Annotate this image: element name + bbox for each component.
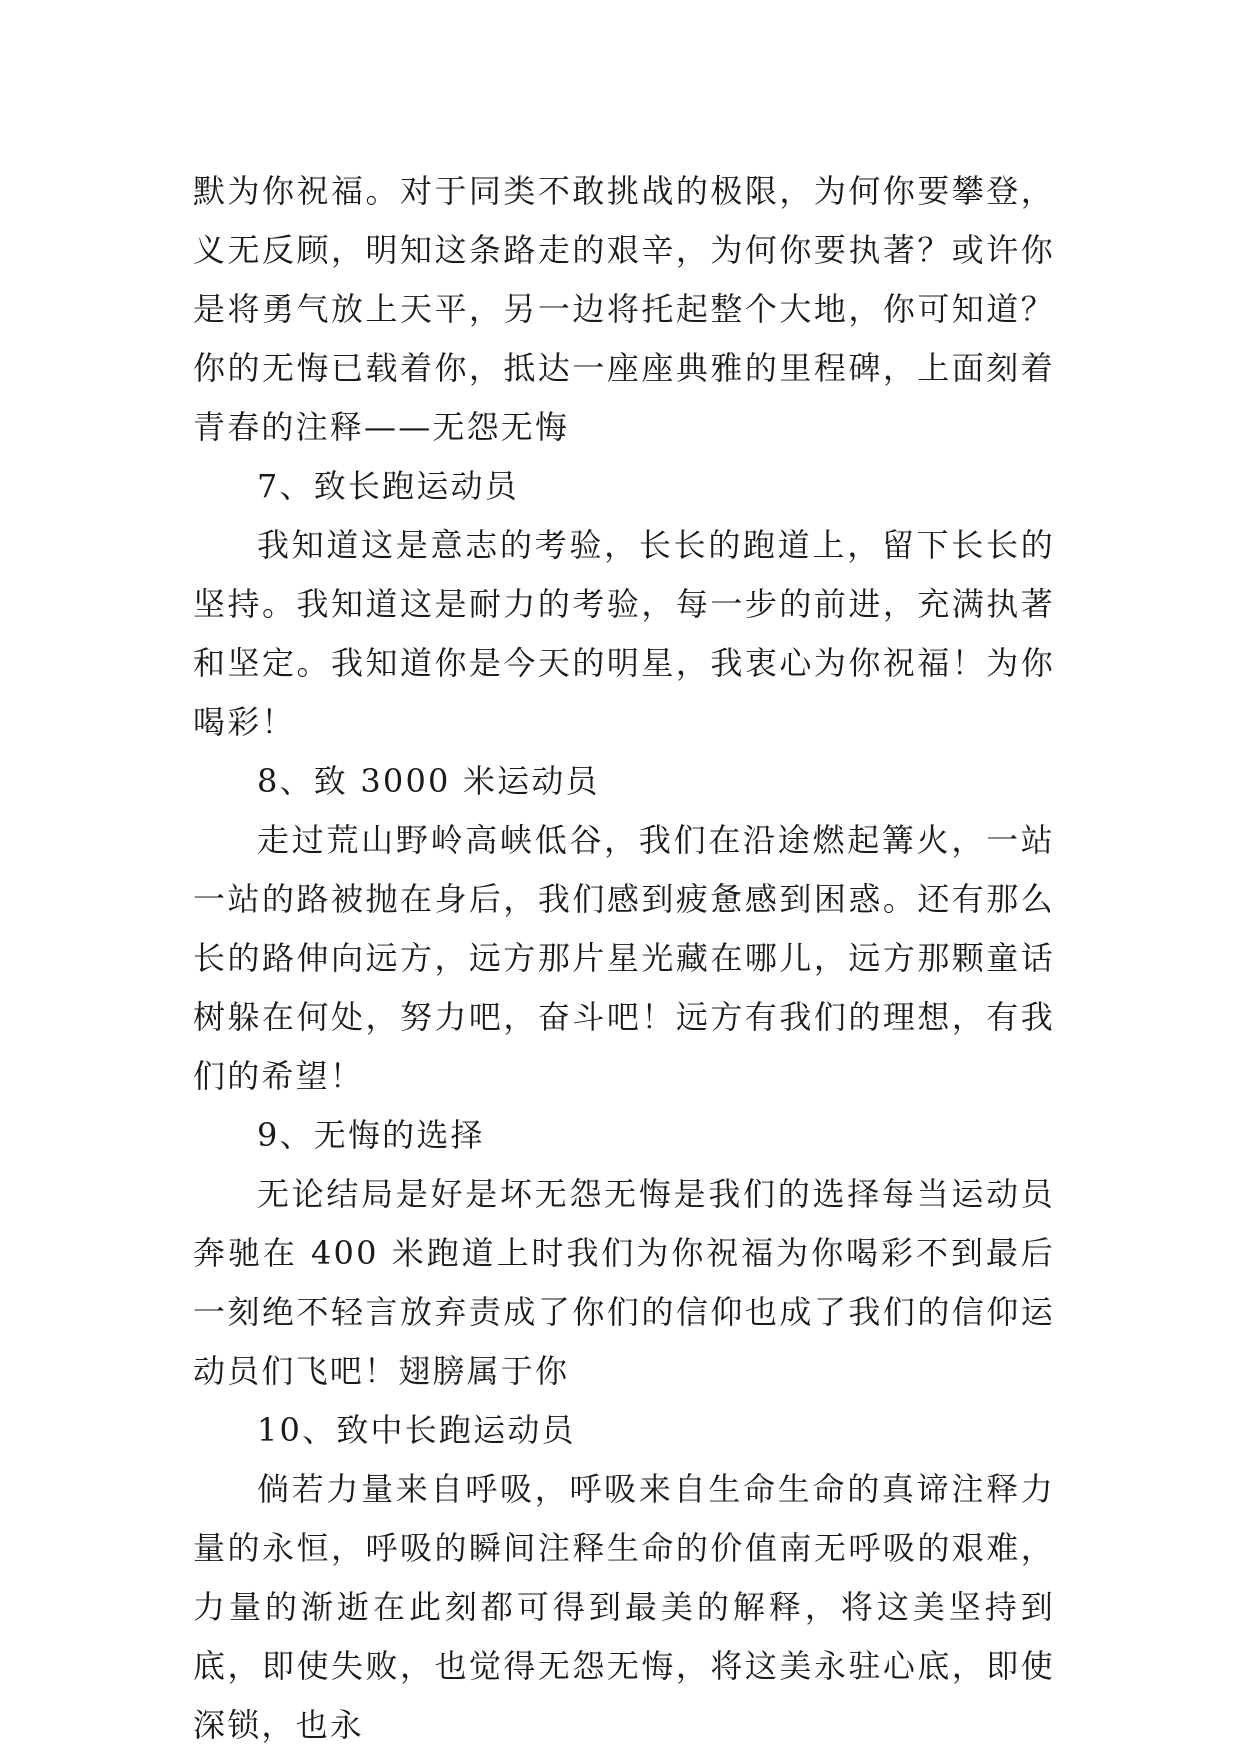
section-heading-10: 10、致中长跑运动员	[257, 1411, 576, 1449]
section-heading-9: 9、无悔的选择	[257, 1116, 485, 1154]
paragraph-continuation: 默为你祝福。对于同类不敢挑战的极限，为何你要攀登，义无反顾，明知这条路走的艰辛，为何你要执著？或许你是将勇气放上天平，另一边将托起整个大地，你可知道？你的无悔已载着你，抵达一座座典雅的里程碑，上面刻着青春的注释——无怨无悔	[193, 172, 1055, 446]
paragraph-7: 我知道这是意志的考验，长长的跑道上，留下长长的坚持。我知道这是耐力的考验，每一步的前进，充满执著和坚定。我知道你是今天的明星，我衷心为你祝福！为你喝彩！	[193, 526, 1055, 741]
paragraph-9: 无论结局是好是坏无怨无悔是我们的选择每当运动员奔驰在 400 米跑道上时我们为你祝福为你喝彩不到最后一刻绝不轻言放弃责成了你们的信仰也成了我们的信仰运动员们飞吧！翅膀属于你	[193, 1175, 1055, 1390]
document-body	[193, 162, 1055, 1755]
paragraph-10: 倘若力量来自呼吸，呼吸来自生命生命的真谛注释力量的永恒，呼吸的瞬间注释生命的价值南无呼吸的艰难，力量的渐逝在此刻都可得到最美的解释，将这美坚持到底，即使失败，也觉得无怨无悔，将这美永驻心底，即使深锁，也永	[193, 1470, 1055, 1744]
paragraph-8: 走过荒山野岭高峡低谷，我们在沿途燃起篝火，一站一站的路被抛在身后，我们感到疲惫感到困惑。还有那么长的路伸向远方，远方那片星光藏在哪儿，远方那颗童话树躲在何处，努力吧，奋斗吧！远方有我们的理想，有我们的希望！	[193, 821, 1055, 1095]
section-heading-7: 7、致长跑运动员	[257, 467, 519, 505]
section-heading-8: 8、致 3000 米运动员	[257, 762, 600, 800]
